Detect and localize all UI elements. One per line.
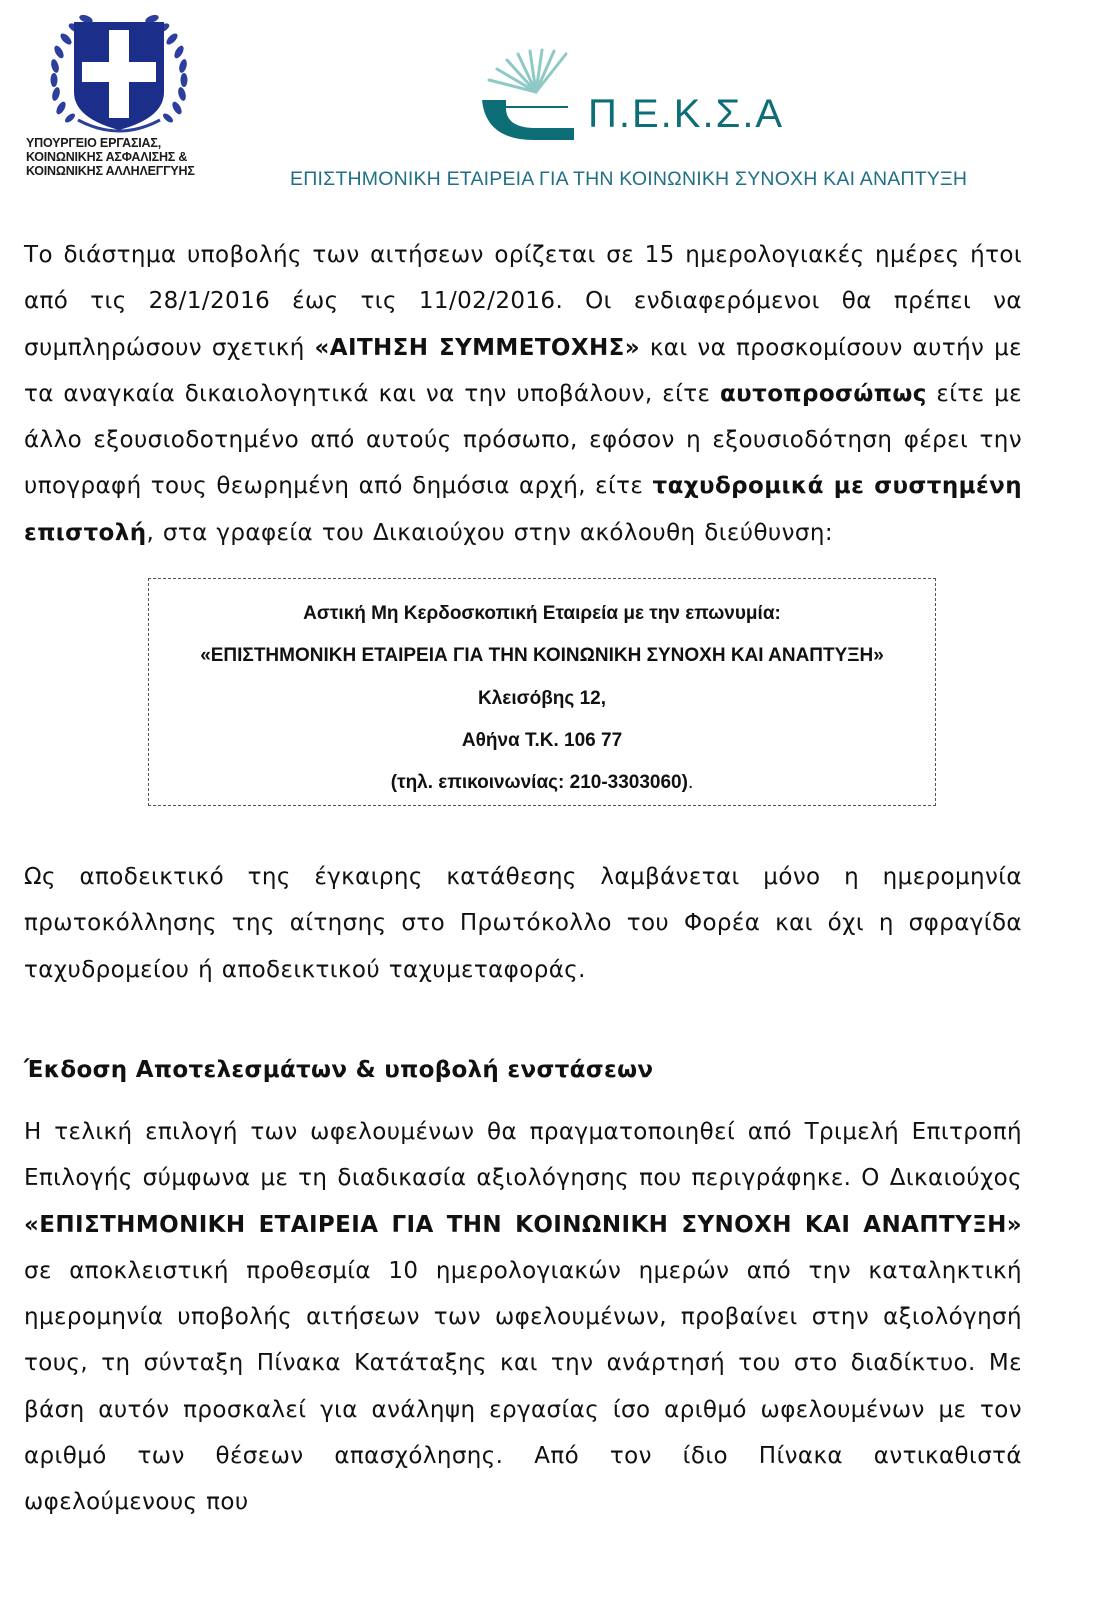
address-street: Κλεισόβης 12, <box>478 687 606 709</box>
address-company-name: «ΕΠΙΣΤΗΜΟΝΙΚΗ ΕΤΑΙΡΕΙΑ ΓΙΑ ΤΗΝ ΚΟΙΝΩΝΙΚΗ ΣΥΝΟΧΗ ΚΑΙ ΑΝΑΠΤΥΞΗ» <box>200 645 884 667</box>
address-phone: (τηλ. επικοινωνίας: 210-3303060) <box>390 772 688 794</box>
ministry-line-1: ΥΠΟΥΡΓΕΙΟ ΕΡΓΑΣΙΑΣ, <box>26 136 161 150</box>
results-text-2: σε αποκλειστική προθεσμία 10 ημερολογιακών ημερών από την καταληκτική ημερομηνία υποβολής αιτήσεων των ωφελουμένων, προβαίνει στην αξιολόγησή τους, τη σύνταξη Πίνακα Κατάταξης και την ανάρτησή του στο διαδίκτυο. Με βάση αυτόν προσκαλεί για ανάληψη εργασίας ίσο αριθμό ωφελουμένων με τον αριθμό των θέσεων απασχόλησης. Από τον ίδιο Πίνακα αντικαθιστά ωφελούμενους που <box>24 1257 1022 1516</box>
address-phone-period: . <box>687 772 694 794</box>
address-phone-line <box>149 762 935 804</box>
organization-tagline: ΕΠΙΣΤΗΜΟΝΙΚΗ ΕΤΑΙΡΕΙΑ ΓΙΑ ΤΗΝ ΚΟΙΝΩΝΙΚΗ ΣΥΝΟΧΗ ΚΑΙ ΑΝΑΠΤΥΞΗ <box>290 168 968 190</box>
intro-text-2: και να προσκομίσουν αυτήν με τα αναγκαία δικαιολογητικά και να την υποβάλουν, είτε <box>24 334 1022 407</box>
intro-text-1: Το διάστημα υποβολής των αιτήσεων ορίζεται σε 15 ημερολογιακές ημέρες ήτοι από τις 28/1/2016 έως τις 11/02/2016. Οι ενδιαφερόμενοι θα πρέπει να συμπληρώσουν σχετική <box>24 242 1022 361</box>
address-city-postal: Αθήνα Τ.Κ. 106 77 <box>461 729 623 751</box>
ministry-name <box>26 136 216 178</box>
results-bold-beneficiary: «ΕΠΙΣΤΗΜΟΝΙΚΗ ΕΤΑΙΡΕΙΑ ΓΙΑ ΤΗΝ ΚΟΙΝΩΝΙΚΗ ΣΥΝΟΧΗ ΚΑΙ ΑΝΑΠΤΥΞΗ» <box>24 1211 1022 1238</box>
results-paragraph <box>24 1109 1022 1526</box>
document-header <box>0 0 1100 200</box>
ministry-line-2: ΚΟΙΝΩΝΙΚΗΣ ΑΣΦΑΛΙΣΗΣ & <box>26 150 188 164</box>
pekea-swoosh-logo-icon <box>478 48 588 148</box>
document-body <box>24 232 1022 1526</box>
intro-text-3: είτε με άλλο εξουσιοδοτημένο από αυτούς πρόσωπο, εφόσον η εξουσιοδότηση φέρει την υπογραφή τους θεωρημένη από δημόσια αρχή, είτε <box>24 380 1022 500</box>
address-company-type: Αστική Μη Κερδοσκοπική Εταιρεία με την επωνυμία: <box>303 603 781 625</box>
intro-bold-in-person: αυτοπροσώπως <box>719 380 927 407</box>
intro-text-4: , στα γραφεία του Δικαιούχου στην ακόλουθη διεύθυνση: <box>146 519 833 546</box>
organization-acronym: Π.Ε.Κ.Σ.Α <box>588 92 785 136</box>
results-text-1: Η τελική επιλογή των ωφελουμένων θα πραγματοποιηθεί από Τριμελή Επιτροπή Επιλογής σύμφωνα με τη διαδικασία αξιολόγησης που περιγράφηκε. Ο Δικαιούχος <box>24 1118 1022 1192</box>
intro-bold-registered-mail: ταχυδρομικά με συστημένη επιστολή <box>24 473 1022 546</box>
proof-paragraph: Ως αποδεικτικό της έγκαιρης κατάθεσης λαμβάνεται μόνο η ημερομηνία πρωτοκόλλησης της αίτησης στο Πρωτόκολλο του Φορέα και όχι η σφραγίδα ταχυδρομείου ή αποδεικτικού ταχυμεταφοράς. <box>24 864 1022 983</box>
ministry-line-3: ΚΟΙΝΩΝΙΚΗΣ ΑΛΛΗΛΕΓΓΥΗΣ <box>26 164 195 178</box>
intro-bold-application-form: «ΑΙΤΗΣΗ ΣΥΜΜΕΤΟΧΗΣ» <box>314 334 641 361</box>
intro-paragraph <box>24 232 1022 556</box>
section-heading-results: Έκδοση Αποτελεσμάτων & υποβολή ενστάσεων <box>24 1056 654 1083</box>
address-box <box>148 578 936 806</box>
